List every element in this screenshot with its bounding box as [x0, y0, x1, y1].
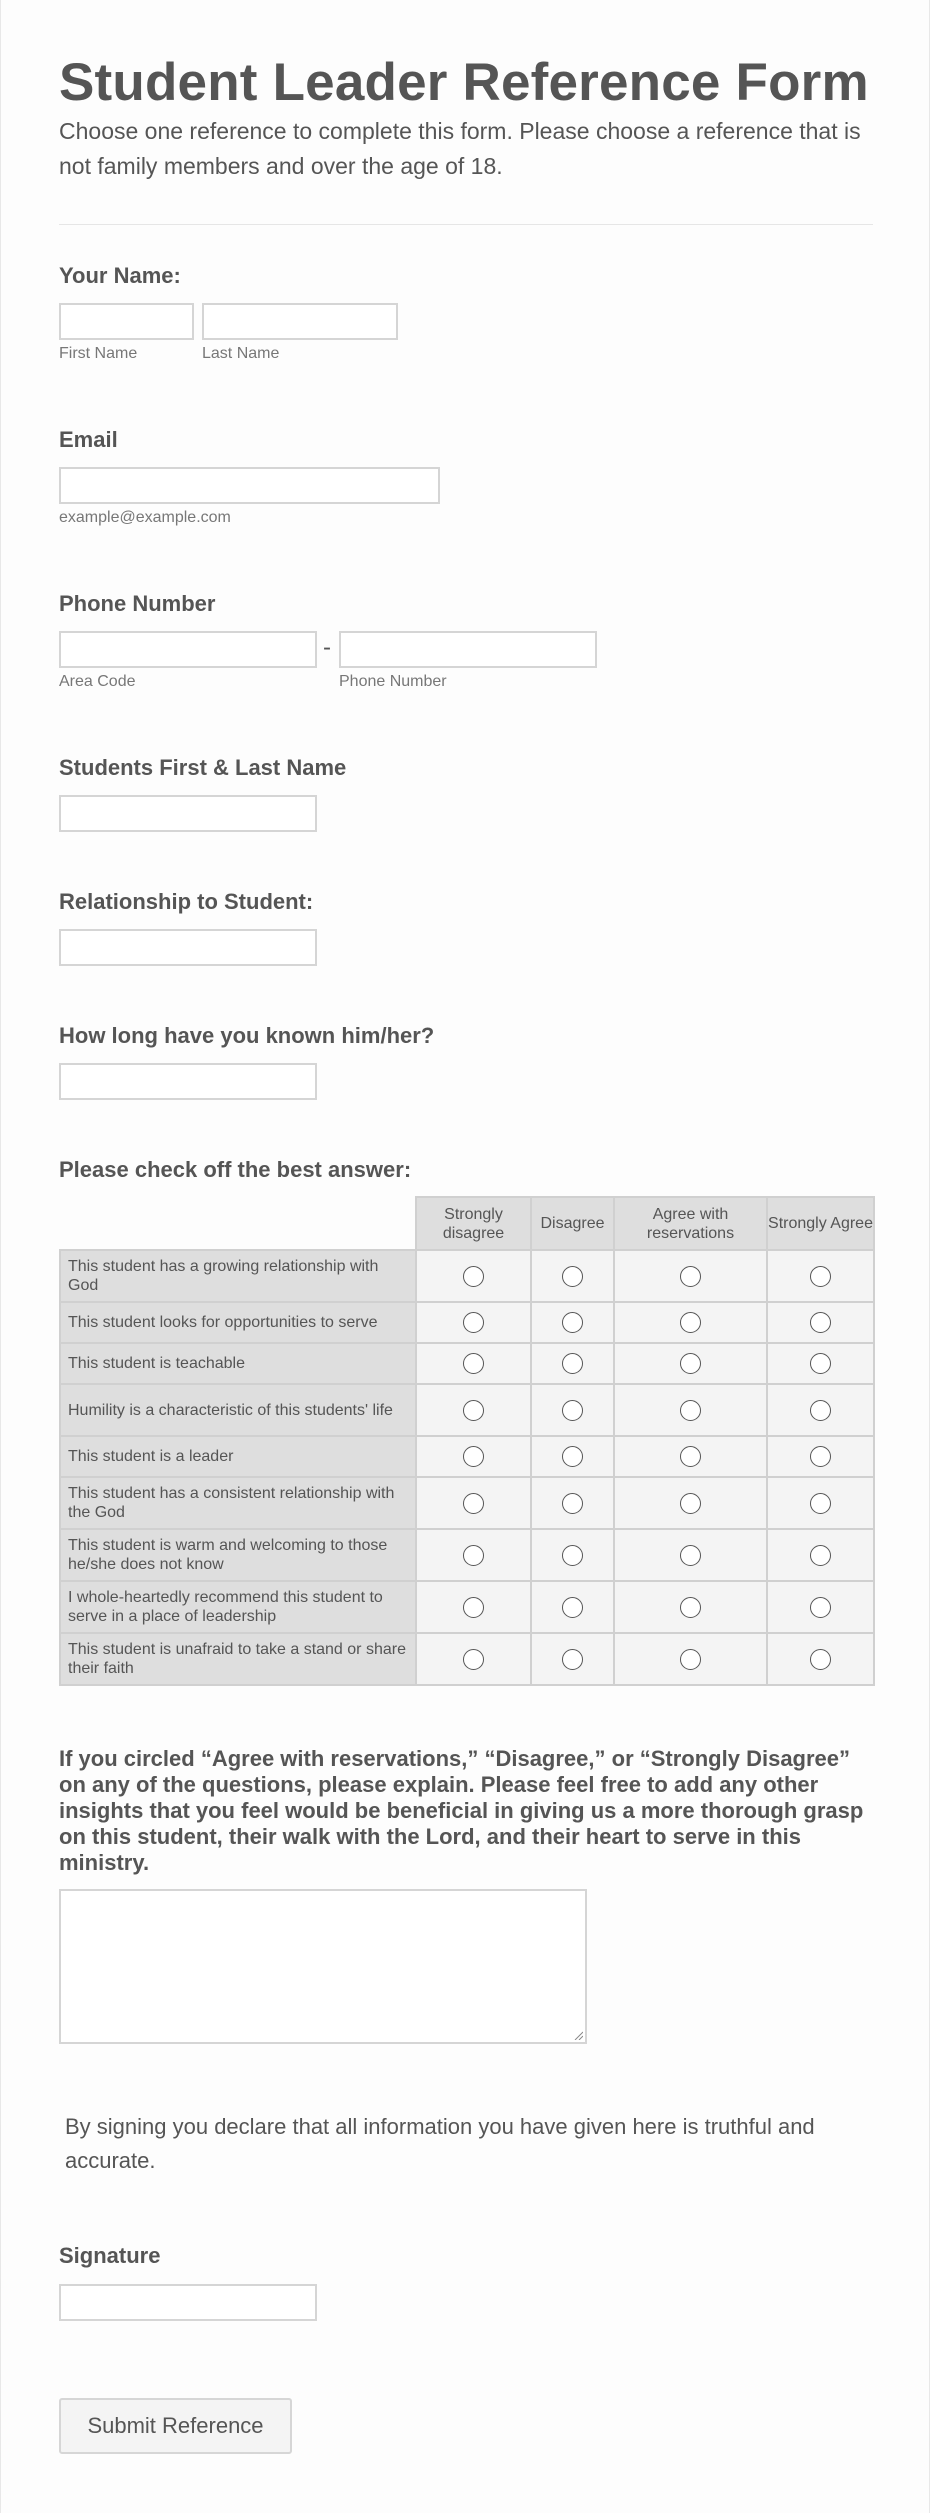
student-name-input[interactable]	[59, 795, 317, 832]
matrix-header-row	[60, 1197, 874, 1250]
radio-button[interactable]	[463, 1493, 484, 1514]
student-name-label: Students First & Last Name	[59, 755, 347, 780]
radio-cell[interactable]	[531, 1581, 614, 1633]
radio-button[interactable]	[463, 1312, 484, 1333]
radio-cell[interactable]	[531, 1384, 614, 1436]
radio-button[interactable]	[562, 1649, 583, 1670]
phone-separator: -	[323, 634, 331, 661]
radio-button[interactable]	[562, 1545, 583, 1566]
first-name-input[interactable]	[59, 303, 194, 340]
phone-label: Phone Number	[59, 591, 216, 616]
radio-cell[interactable]	[614, 1477, 767, 1529]
known-duration-input[interactable]	[59, 1063, 317, 1100]
radio-cell[interactable]	[416, 1477, 531, 1529]
radio-cell[interactable]	[614, 1302, 767, 1343]
phone-number-input[interactable]	[339, 631, 597, 668]
radio-cell[interactable]	[767, 1250, 874, 1302]
column-header: Strongly disagree	[416, 1197, 531, 1250]
matrix-row	[60, 1302, 874, 1343]
radio-button[interactable]	[680, 1312, 701, 1333]
header-divider	[59, 224, 873, 225]
relationship-input[interactable]	[59, 929, 317, 966]
radio-cell[interactable]	[416, 1250, 531, 1302]
matrix-row	[60, 1343, 874, 1384]
matrix-row	[60, 1529, 874, 1581]
radio-button[interactable]	[810, 1266, 831, 1287]
radio-button[interactable]	[810, 1649, 831, 1670]
row-label: I whole-heartedly recommend this student to serve in a place of leadership	[60, 1581, 416, 1633]
row-label: This student is teachable	[60, 1343, 416, 1384]
radio-button[interactable]	[680, 1649, 701, 1670]
radio-button[interactable]	[810, 1597, 831, 1618]
explain-label: If you circled “Agree with reservations,” “Disagree,” or “Strongly Disagree” on any of the questions, please explain. Please feel free to add any other insights that you feel would be beneficial in giving us a more thorough grasp on this student, their walk with the Lord, and their heart to serve in this ministry.	[59, 1746, 864, 1875]
matrix-row	[60, 1436, 874, 1477]
radio-button[interactable]	[680, 1597, 701, 1618]
radio-button[interactable]	[463, 1400, 484, 1421]
radio-button[interactable]	[810, 1312, 831, 1333]
page-title: Student Leader Reference Form	[59, 53, 869, 112]
explain-textarea[interactable]	[59, 1889, 587, 2044]
resize-handle-icon[interactable]	[573, 2030, 583, 2040]
radio-button[interactable]	[463, 1597, 484, 1618]
rating-matrix	[59, 1196, 875, 1686]
radio-button[interactable]	[810, 1353, 831, 1374]
radio-button[interactable]	[680, 1400, 701, 1421]
radio-cell[interactable]	[531, 1529, 614, 1581]
radio-button[interactable]	[680, 1545, 701, 1566]
radio-cell[interactable]	[767, 1343, 874, 1384]
column-header: Strongly Agree	[767, 1197, 874, 1250]
radio-button[interactable]	[562, 1353, 583, 1374]
radio-button[interactable]	[562, 1446, 583, 1467]
radio-button[interactable]	[680, 1266, 701, 1287]
radio-cell[interactable]	[416, 1633, 531, 1685]
radio-cell[interactable]	[767, 1529, 874, 1581]
radio-cell[interactable]	[614, 1436, 767, 1477]
radio-cell[interactable]	[531, 1250, 614, 1302]
radio-cell[interactable]	[614, 1633, 767, 1685]
radio-cell[interactable]	[767, 1384, 874, 1436]
radio-cell[interactable]	[614, 1250, 767, 1302]
radio-cell[interactable]	[767, 1302, 874, 1343]
column-header: Disagree	[531, 1197, 614, 1250]
known-duration-label: How long have you known him/her?	[59, 1023, 435, 1048]
page-subtitle: Choose one reference to complete this form. Please choose a reference that is not family members and over the age of 18.	[59, 118, 861, 179]
radio-cell[interactable]	[531, 1343, 614, 1384]
radio-button[interactable]	[680, 1353, 701, 1374]
last-name-sublabel: Last Name	[202, 345, 280, 362]
radio-cell[interactable]	[767, 1436, 874, 1477]
area-code-sublabel: Area Code	[59, 673, 136, 690]
submit-button[interactable]: Submit Reference	[59, 2398, 292, 2454]
radio-button[interactable]	[810, 1545, 831, 1566]
radio-button[interactable]	[810, 1493, 831, 1514]
radio-button[interactable]	[463, 1353, 484, 1374]
radio-button[interactable]	[463, 1649, 484, 1670]
first-name-sublabel: First Name	[59, 345, 138, 362]
matrix-row	[60, 1477, 874, 1529]
matrix-corner	[60, 1197, 416, 1250]
radio-cell[interactable]	[767, 1633, 874, 1685]
radio-cell[interactable]	[416, 1581, 531, 1633]
radio-cell[interactable]	[531, 1302, 614, 1343]
radio-cell[interactable]	[614, 1529, 767, 1581]
radio-button[interactable]	[680, 1446, 701, 1467]
radio-cell[interactable]	[531, 1436, 614, 1477]
column-header: Agree with reservations	[614, 1197, 767, 1250]
radio-cell[interactable]	[531, 1633, 614, 1685]
matrix-row	[60, 1581, 874, 1633]
matrix-row	[60, 1384, 874, 1436]
email-label: Email	[59, 427, 118, 452]
radio-button[interactable]	[562, 1493, 583, 1514]
radio-cell[interactable]	[531, 1477, 614, 1529]
radio-cell[interactable]	[614, 1581, 767, 1633]
email-input[interactable]	[59, 467, 440, 504]
radio-button[interactable]	[562, 1266, 583, 1287]
radio-cell[interactable]	[416, 1343, 531, 1384]
matrix-label: Please check off the best answer:	[59, 1157, 412, 1182]
email-sublabel: example@example.com	[59, 509, 231, 526]
radio-cell[interactable]	[767, 1581, 874, 1633]
radio-cell[interactable]	[416, 1302, 531, 1343]
radio-button[interactable]	[562, 1312, 583, 1333]
radio-cell[interactable]	[614, 1343, 767, 1384]
area-code-input[interactable]	[59, 631, 317, 668]
row-label: This student has a consistent relationship with the God	[60, 1477, 416, 1529]
radio-button[interactable]	[463, 1266, 484, 1287]
radio-button[interactable]	[810, 1400, 831, 1421]
radio-button[interactable]	[562, 1400, 583, 1421]
radio-button[interactable]	[463, 1545, 484, 1566]
last-name-input[interactable]	[202, 303, 398, 340]
declaration-text: By signing you declare that all information you have given here is truthful and accurate.	[65, 2114, 815, 2173]
radio-cell[interactable]	[767, 1477, 874, 1529]
radio-cell[interactable]	[614, 1384, 767, 1436]
radio-button[interactable]	[562, 1597, 583, 1618]
radio-button[interactable]	[810, 1446, 831, 1467]
matrix-row	[60, 1633, 874, 1685]
radio-cell[interactable]	[416, 1529, 531, 1581]
radio-button[interactable]	[463, 1446, 484, 1467]
relationship-label: Relationship to Student:	[59, 889, 314, 914]
row-label: This student looks for opportunities to serve	[60, 1302, 416, 1343]
row-label: This student has a growing relationship with God	[60, 1250, 416, 1302]
name-label: Your Name:	[59, 263, 181, 288]
row-label: This student is warm and welcoming to those he/she does not know	[60, 1529, 416, 1581]
matrix-row	[60, 1250, 874, 1302]
row-label: This student is a leader	[60, 1436, 416, 1477]
radio-button[interactable]	[680, 1493, 701, 1514]
radio-cell[interactable]	[416, 1384, 531, 1436]
signature-input[interactable]	[59, 2284, 317, 2321]
radio-cell[interactable]	[416, 1436, 531, 1477]
row-label: Humility is a characteristic of this students' life	[60, 1384, 416, 1436]
signature-label: Signature	[59, 2243, 161, 2268]
row-label: This student is unafraid to take a stand or share their faith	[60, 1633, 416, 1685]
phone-number-sublabel: Phone Number	[339, 673, 447, 690]
